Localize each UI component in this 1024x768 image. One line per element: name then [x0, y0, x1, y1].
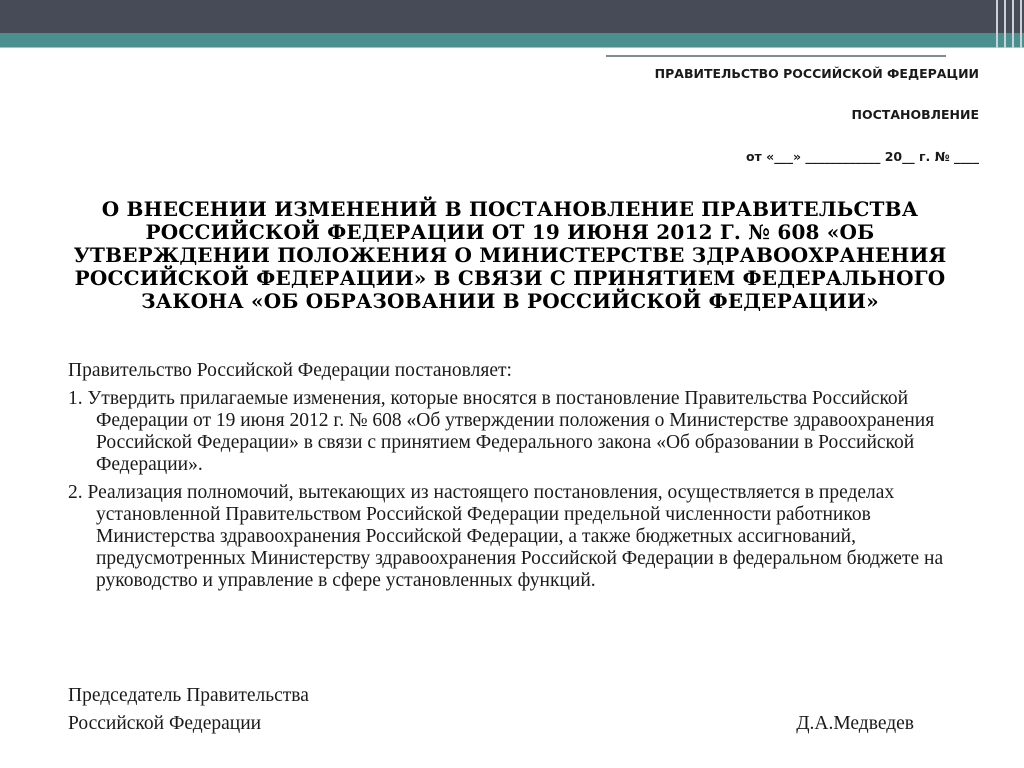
document-body: [68, 360, 948, 592]
body-item-2: 2. Реализация полномочий, вытекающих из настоящего постановления, осуществляется в пределах установленной Правительством Российской Федерации предельной численности работников Министерства здравоохранения Российской Федерации, а также бюджетных ассигнований, предусмотренных Министерству здравоохранения Российской Федерации в федеральном бюджете на руководство и управление в сфере установленных функций.: [68, 482, 944, 591]
signature-position-line1: Председатель Правительства: [68, 685, 309, 706]
corner-stripes: [992, 0, 1024, 48]
signatory-name: Д.А.Медведев: [796, 713, 914, 734]
header-accent-line: [606, 55, 946, 57]
teal-decor-band: [0, 33, 1024, 47]
date-number-line: от «___» ____________ 20__ г. № ____: [745, 149, 979, 164]
top-decor-bar: [0, 0, 1024, 33]
body-item-1: 1. Утвердить прилагаемые изменения, которые вносятся в постановление Правительства Российской Федерации от 19 июня 2012 г. № 608 «Об утверждении положения о Министерстве здравоохранения Российской Федерации» в связи с принятием Федерального закона «Об образовании в Российской Федерации».: [68, 388, 935, 475]
document-title: О ВНЕСЕНИИ ИЗМЕНЕНИЙ В ПОСТАНОВЛЕНИЕ ПРАВИТЕЛЬСТВА РОССИЙСКОЙ ФЕДЕРАЦИИ ОТ 19 ИЮНЯ 2012 Г. № 608 «ОБ УТВЕРЖДЕНИИ ПОЛОЖЕНИЯ О МИНИСТЕРСТВЕ ЗДРАВООХРАНЕНИЯ РОССИЙСКОЙ ФЕДЕРАЦИИ» В СВЯЗИ С ПРИНЯТИЕМ ФЕДЕРАЛЬНОГО ЗАКОНА «ОБ ОБРАЗОВАНИИ В РОССИЙСКОЙ ФЕДЕРАЦИИ»: [73, 197, 947, 313]
signature-block: [68, 682, 914, 738]
signature-position-line2: Российской Федерации: [68, 713, 262, 734]
teal-decor-line: [0, 47, 1024, 48]
government-name: ПРАВИТЕЛЬСТВО РОССИЙСКОЙ ФЕДЕРАЦИИ: [654, 66, 979, 81]
document-type: ПОСТАНОВЛЕНИЕ: [851, 107, 979, 122]
body-intro: Правительство Российской Федерации постановляет:: [68, 360, 512, 381]
